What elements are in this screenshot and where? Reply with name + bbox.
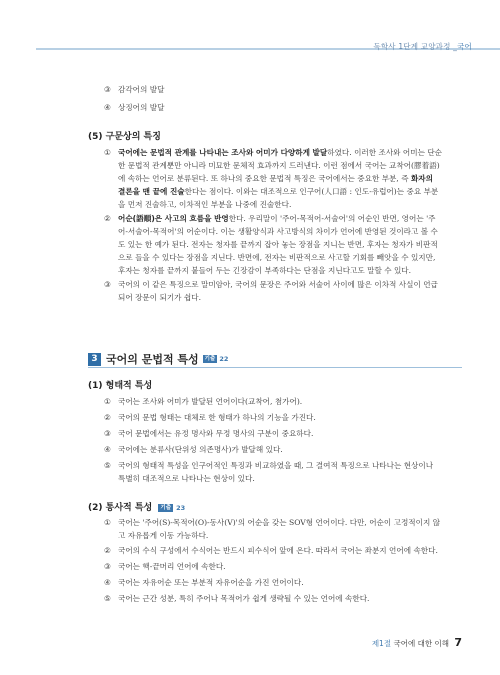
section-heading-1: (1) 형태적 특성 [88, 381, 153, 391]
exam-ref-number: 22 [219, 355, 229, 363]
exam-badge: 기출 [204, 356, 216, 362]
list-item: ⑤ 국어는 근간 성분, 특히 주어나 목적어가 쉽게 생략될 수 있는 언어에 속한다. [104, 594, 370, 603]
list-item: ② 국어의 수식 구성에서 수식어는 반드시 피수식어 앞에 온다. 따라서 국어는 좌분지 언어에 속한다. [104, 546, 438, 555]
footer-title: 국어에 대한 이해 [393, 639, 449, 648]
header-separator: _ [453, 42, 458, 51]
exam-badge: 기출 [160, 505, 172, 511]
paragraph-line: 으로 들을 수 있다는 장점을 지닌다. 반면에, 전자는 비판적으로 사고할 기회를 빼앗을 수 있지만, [118, 253, 436, 262]
paragraph-line: ③ 국어의 이 같은 특징으로 말미암아, 국어의 문장은 주어와 서술어 사이에 많은 이차적 사실이 언급 [104, 280, 438, 289]
list-item: ⑤ 국어의 형태적 특성을 인구어적인 특징과 비교하였을 때, 그 결여적 특징으로 나타나는 현상이나 [104, 461, 434, 470]
list-item: ③ 국어 문법에서는 유정 명사와 무정 명사의 구분이 중요하다. [104, 429, 314, 438]
header-book: 독학사 1단계 교양과정 [373, 42, 451, 51]
header-subject: 국어 [457, 42, 472, 51]
paragraph-line: 되어 장문이 되기가 쉽다. [118, 293, 202, 302]
paragraph-line: 특별히 대조적으로 나타나는 현상이 있다. [118, 474, 255, 483]
paragraph-line: 에 속하는 언어로 분류된다. 또 하나의 중요한 문법적 특징은 국어에서는 중요한 부분, 즉 화자의 [118, 174, 433, 183]
list-item: ② 국어의 문법 형태는 대체로 한 형태가 하나의 기능을 가진다. [104, 413, 316, 422]
paragraph-line: 결론을 맨 끝에 진술한다는 점이다. 이와는 대조적으로 인구어(人口語 : 인도-유럽어)는 중요 부분 [118, 187, 439, 196]
exam-ref-number: 23 [176, 504, 186, 512]
heading-number: 3 [88, 353, 101, 366]
paragraph-line: 한 문법적 관계뿐만 아니라 미묘한 문체적 효과까지 드러낸다. 이런 점에서 국어는 교착어(膠着語) [118, 161, 440, 170]
list-item: ④ 국어에는 분류사(단위성 의존명사)가 발달해 있다. [104, 445, 283, 454]
paragraph-line: 후자는 청자를 끝까지 붙들어 두는 긴장감이 부족하다는 단점을 지닌다고도 말할 수 있다. [118, 266, 412, 275]
chapter-heading [88, 351, 228, 367]
list-item: ③ 감각어의 발달 [104, 85, 165, 94]
section-heading-5: (5) 구문상의 특징 [88, 132, 161, 142]
paragraph-line: 어-서술어-목적어'의 어순이다. 이는 생활양식과 사고방식의 차이가 언어에 반영된 것이라고 볼 수 [118, 227, 438, 236]
heading-rule [88, 367, 462, 368]
paragraph-line: ② 어순(語順)은 사고의 흐름을 반영한다. 우리말이 '주어-목적어-서술어'의 어순인 반면, 영어는 '주 [104, 214, 436, 223]
heading-title: 국어의 문법적 특성 [106, 353, 199, 366]
list-item: ① 국어는 '주어(S)-목적어(O)-동사(V)'의 어순을 갖는 SOV형 언어이다. 다만, 어순이 고정적이지 않 [104, 518, 441, 527]
section-heading-2: (2) 통사적 특성 기출 23 [88, 503, 186, 513]
paragraph-line: 고 자유롭게 이동 가능하다. [118, 531, 209, 540]
list-item: ③ 국어는 핵-끝머리 언어에 속한다. [104, 562, 226, 571]
page-footer [372, 636, 462, 649]
running-header [373, 41, 472, 52]
list-item: ④ 국어는 자유어순 또는 부분적 자유어순을 가진 언어이다. [104, 578, 304, 587]
list-item: ④ 상징어의 발달 [104, 103, 165, 112]
paragraph-line: 도 있는 한 예가 된다. 전자는 청자를 끝까지 잡아 놓는 장점을 지니는 반면, 후자는 청자가 비판적 [118, 240, 438, 249]
list-item: ① 국어는 조사와 어미가 발달된 언어이다(교착어, 첨가어). [104, 397, 303, 406]
page-number: 7 [454, 636, 462, 649]
paragraph-line: 을 먼저 진술하고, 이차적인 부분을 나중에 진술한다. [118, 200, 292, 209]
paragraph-line: ① 국어에는 문법적 관계를 나타내는 조사와 어미가 다양하게 발달하였다. 이러한 조사와 어미는 단순 [104, 148, 442, 157]
footer-chapter: 제1절 [371, 639, 392, 648]
